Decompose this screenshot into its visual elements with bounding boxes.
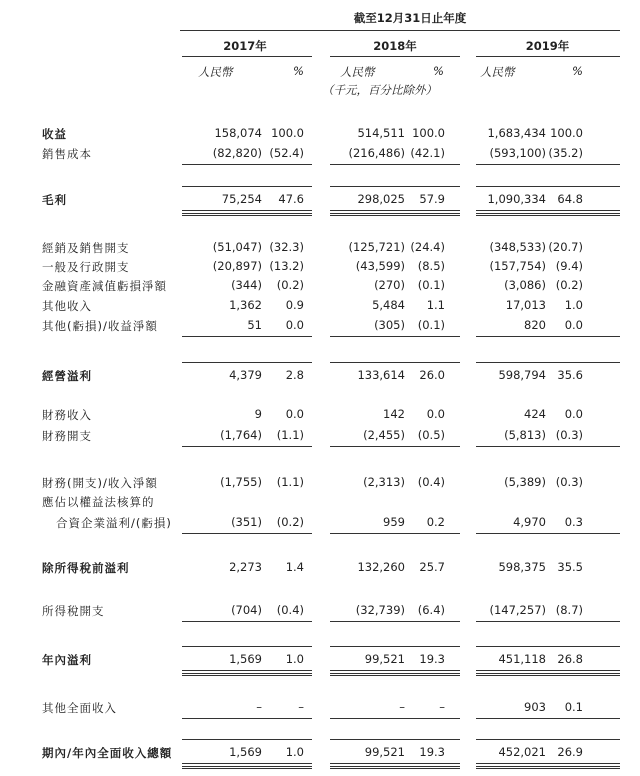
table-cell: (125,721): [348, 240, 405, 254]
section-rule: [476, 739, 620, 740]
table-cell: (704): [231, 603, 262, 617]
table-cell: (35.2): [548, 146, 583, 160]
row-label: 其他全面收入: [42, 701, 117, 715]
underline-rule: [182, 336, 312, 337]
table-cell: (24.4): [410, 240, 445, 254]
row-label: 經銷及銷售開支: [42, 241, 130, 255]
year-2019-rule: [476, 56, 620, 57]
table-cell: (13.2): [269, 259, 304, 273]
year-2017-rule: [182, 56, 312, 57]
table-cell: 2,273: [229, 560, 262, 574]
table-cell: 47.6: [278, 192, 304, 206]
row-label: 收益: [42, 127, 67, 141]
table-cell: (0.2): [276, 278, 304, 292]
table-cell: (0.4): [276, 603, 304, 617]
pct-2019: %: [572, 64, 583, 78]
pct-2017: %: [293, 64, 304, 78]
header-rule: [180, 30, 620, 31]
table-cell: 0.2: [426, 515, 445, 529]
table-cell: 19.3: [419, 652, 445, 666]
table-cell: (147,257): [489, 603, 546, 617]
table-cell: (3,086): [504, 278, 546, 292]
double-underline-rule: [182, 768, 312, 769]
table-cell: (8.7): [555, 603, 583, 617]
table-cell: 0.1: [564, 700, 583, 714]
underline-rule: [476, 670, 620, 671]
underline-rule: [330, 670, 460, 671]
table-cell: (51,047): [212, 240, 262, 254]
double-underline-rule: [476, 215, 620, 216]
underline-rule: [476, 533, 620, 534]
table-cell: (0.2): [555, 278, 583, 292]
section-rule: [476, 646, 620, 647]
table-cell: 132,260: [357, 560, 405, 574]
table-cell: –: [256, 700, 262, 714]
table-cell: 35.5: [557, 560, 583, 574]
table-cell: –: [399, 700, 405, 714]
table-cell: (82,820): [212, 146, 262, 160]
underline-rule: [330, 533, 460, 534]
section-rule: [182, 646, 312, 647]
year-2018-rule: [330, 56, 460, 57]
table-cell: 1,683,434: [487, 126, 546, 140]
table-cell: (1.1): [276, 475, 304, 489]
double-underline-rule: [330, 673, 460, 674]
table-cell: (0.1): [417, 318, 445, 332]
section-rule: [182, 739, 312, 740]
table-cell: 1.0: [285, 652, 304, 666]
section-rule: [330, 362, 460, 363]
table-cell: (0.2): [276, 515, 304, 529]
table-cell: (0.3): [555, 428, 583, 442]
row-label: 財務開支: [42, 429, 92, 443]
row-label: 毛利: [42, 193, 67, 207]
row-label: 金融資產減值虧損淨額: [42, 279, 167, 293]
table-cell: 820: [524, 318, 546, 332]
table-cell: (2,313): [363, 475, 405, 489]
table-cell: (305): [374, 318, 405, 332]
underline-rule: [476, 164, 620, 165]
underline-rule: [476, 210, 620, 211]
table-cell: 0.0: [426, 407, 445, 421]
double-underline-rule: [182, 215, 312, 216]
table-cell: 75,254: [221, 192, 262, 206]
table-cell: 1.4: [285, 560, 304, 574]
table-cell: 9: [254, 407, 262, 421]
table-cell: (344): [231, 278, 262, 292]
double-underline-rule: [476, 213, 620, 214]
underline-rule: [182, 446, 312, 447]
pct-2018: %: [433, 64, 444, 78]
section-rule: [330, 186, 460, 187]
table-cell: 0.9: [285, 298, 304, 312]
double-underline-rule: [476, 673, 620, 674]
table-cell: 17,013: [505, 298, 546, 312]
table-cell: 298,025: [357, 192, 405, 206]
table-cell: –: [298, 700, 304, 714]
row-label: 經營溢利: [42, 369, 92, 383]
double-underline-rule: [182, 673, 312, 674]
underline-rule: [330, 336, 460, 337]
table-cell: (216,486): [348, 146, 405, 160]
underline-rule: [330, 621, 460, 622]
table-cell: 100.0: [412, 126, 445, 140]
table-cell: 0.0: [564, 407, 583, 421]
double-underline-rule: [476, 766, 620, 767]
section-rule: [476, 362, 620, 363]
underline-rule: [182, 763, 312, 764]
table-cell: 142: [383, 407, 405, 421]
table-cell: 100.0: [271, 126, 304, 140]
table-cell: 4,970: [513, 515, 546, 529]
table-cell: (2,455): [363, 428, 405, 442]
double-underline-rule: [182, 675, 312, 676]
table-cell: (52.4): [269, 146, 304, 160]
row-label: 合資企業溢利/(虧損): [56, 516, 172, 530]
row-label: 應佔以權益法核算的: [42, 495, 155, 509]
table-cell: (6.4): [417, 603, 445, 617]
table-cell: 158,074: [214, 126, 262, 140]
table-cell: 959: [383, 515, 405, 529]
table-cell: 26.9: [557, 745, 583, 759]
underline-rule: [330, 164, 460, 165]
row-label: 銷售成本: [42, 147, 92, 161]
table-cell: (0.5): [417, 428, 445, 442]
table-cell: 1,362: [229, 298, 262, 312]
underline-rule: [182, 164, 312, 165]
table-cell: 4,379: [229, 368, 262, 382]
table-cell: 1.0: [564, 298, 583, 312]
table-cell: 514,511: [357, 126, 405, 140]
unit-note: （千元，百分比除外）: [322, 83, 437, 97]
section-rule: [182, 362, 312, 363]
year-2019: 2019年: [525, 39, 570, 53]
table-cell: (20.7): [548, 240, 583, 254]
underline-rule: [182, 621, 312, 622]
table-cell: 0.0: [285, 407, 304, 421]
table-cell: 99,521: [364, 652, 405, 666]
table-cell: (270): [374, 278, 405, 292]
table-cell: (0.1): [417, 278, 445, 292]
underline-rule: [182, 670, 312, 671]
table-cell: 451,118: [498, 652, 546, 666]
table-cell: 0.0: [564, 318, 583, 332]
underline-rule: [330, 718, 460, 719]
year-2017: 2017年: [223, 39, 267, 53]
row-label: 財務收入: [42, 408, 92, 422]
double-underline-rule: [330, 768, 460, 769]
row-label: 期內/年內全面收入總額: [42, 746, 173, 760]
section-rule: [182, 186, 312, 187]
double-underline-rule: [330, 766, 460, 767]
row-label: 其他收入: [42, 299, 92, 313]
table-cell: 0.3: [564, 515, 583, 529]
table-cell: (42.1): [410, 146, 445, 160]
underline-rule: [182, 718, 312, 719]
table-cell: 26.8: [557, 652, 583, 666]
row-label: 年內溢利: [42, 653, 92, 667]
double-underline-rule: [476, 675, 620, 676]
underline-rule: [330, 446, 460, 447]
table-cell: 424: [524, 407, 546, 421]
table-cell: 51: [247, 318, 262, 332]
underline-rule: [330, 210, 460, 211]
double-underline-rule: [330, 213, 460, 214]
table-cell: 57.9: [419, 192, 445, 206]
double-underline-rule: [182, 766, 312, 767]
table-cell: 0.0: [285, 318, 304, 332]
table-cell: (5,813): [504, 428, 546, 442]
underline-rule: [182, 533, 312, 534]
table-cell: 598,794: [498, 368, 546, 382]
double-underline-rule: [476, 768, 620, 769]
table-cell: 99,521: [364, 745, 405, 759]
table-cell: (1,764): [220, 428, 262, 442]
currency-2017: 人民幣: [198, 65, 233, 79]
underline-rule: [476, 446, 620, 447]
table-cell: 903: [524, 700, 546, 714]
underline-rule: [476, 763, 620, 764]
row-label: 財務(開支)/收入淨額: [42, 476, 158, 490]
table-cell: 598,375: [498, 560, 546, 574]
double-underline-rule: [330, 675, 460, 676]
table-cell: (43,599): [355, 259, 405, 273]
table-cell: (157,754): [489, 259, 546, 273]
table-cell: 1,090,334: [487, 192, 546, 206]
table-cell: 35.6: [557, 368, 583, 382]
table-cell: (32.3): [269, 240, 304, 254]
table-cell: 5,484: [372, 298, 405, 312]
section-rule: [330, 739, 460, 740]
row-label: 除所得稅前溢利: [42, 561, 130, 575]
table-cell: 64.8: [557, 192, 583, 206]
year-2018: 2018年: [373, 39, 417, 53]
table-cell: (1.1): [276, 428, 304, 442]
table-cell: (0.4): [417, 475, 445, 489]
table-cell: 1,569: [229, 745, 262, 759]
table-cell: –: [439, 700, 445, 714]
underline-rule: [330, 763, 460, 764]
row-label: 所得稅開支: [42, 604, 105, 618]
underline-rule: [476, 336, 620, 337]
currency-2018: 人民幣: [340, 65, 375, 79]
table-cell: (0.3): [555, 475, 583, 489]
double-underline-rule: [182, 213, 312, 214]
row-label: 一般及行政開支: [42, 260, 130, 274]
table-cell: (9.4): [555, 259, 583, 273]
table-cell: 452,021: [498, 745, 546, 759]
underline-rule: [182, 210, 312, 211]
table-cell: 1,569: [229, 652, 262, 666]
table-cell: 100.0: [550, 126, 583, 140]
table-cell: (5,389): [504, 475, 546, 489]
row-label: 其他(虧損)/收益淨額: [42, 319, 158, 333]
section-rule: [476, 186, 620, 187]
table-cell: (1,755): [220, 475, 262, 489]
table-cell: (20,897): [212, 259, 262, 273]
underline-rule: [476, 621, 620, 622]
table-cell: 1.0: [285, 745, 304, 759]
period-header: 截至12月31日止年度: [353, 11, 467, 25]
double-underline-rule: [330, 215, 460, 216]
table-cell: 2.8: [285, 368, 304, 382]
table-cell: (351): [231, 515, 262, 529]
currency-2019: 人民幣: [480, 65, 515, 79]
table-cell: (348,533): [489, 240, 546, 254]
section-rule: [330, 646, 460, 647]
table-cell: 25.7: [419, 560, 445, 574]
table-cell: 1.1: [426, 298, 445, 312]
underline-rule: [476, 718, 620, 719]
table-cell: 133,614: [357, 368, 405, 382]
table-cell: (32,739): [355, 603, 405, 617]
table-cell: (8.5): [417, 259, 445, 273]
table-cell: 19.3: [419, 745, 445, 759]
table-cell: (593,100): [489, 146, 546, 160]
table-cell: 26.0: [419, 368, 445, 382]
